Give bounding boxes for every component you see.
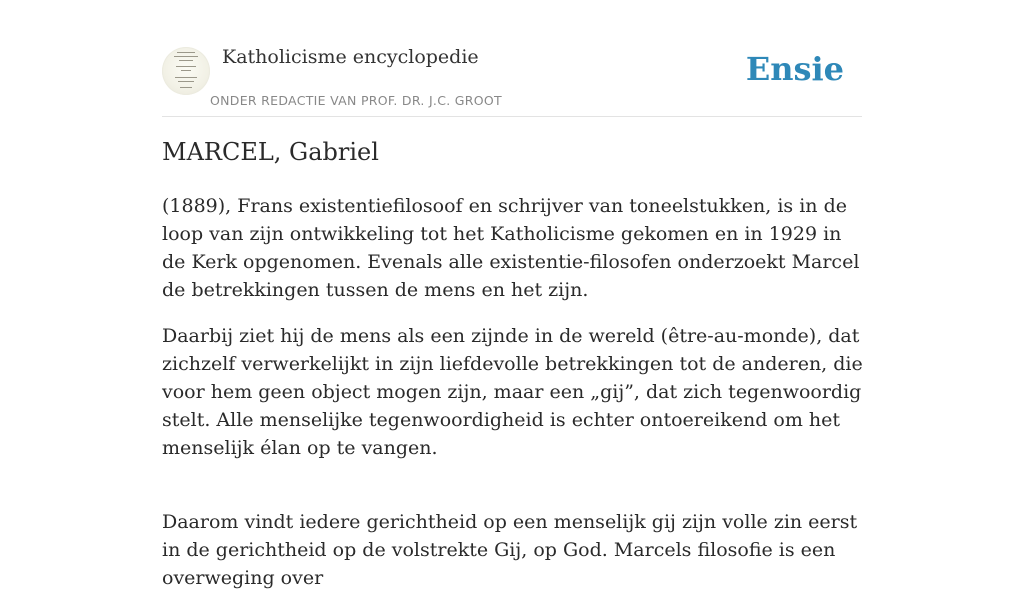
article-paragraph: Daarom vindt iedere gerichtheid op een menselijk gij zijn volle zin eerst in de gerichtheid op de volstrekte Gij, op God. Marcels filosofie is een overweging over [162,511,858,589]
header [162,44,862,117]
article-paragraph: (1889), Frans existentiefilosoof en schrijver van toneelstukken, is in de loop van zijn ontwikkeling tot het Katholicisme gekomen en in 1929 in de Kerk opgenomen. Evenals alle existentie-filosofen onderzoekt Marcel de betrekkingen tussen de mens en het zijn. [162,195,860,301]
source-subtitle: ONDER REDACTIE VAN PROF. DR. J.C. GROOT [210,93,502,108]
brand-logo[interactable]: Ensie [745,50,844,88]
article-title: MARCEL, Gabriel [162,138,379,166]
article-paragraph: Daarbij ziet hij de mens als een zijnde in de wereld (être-au-monde), dat zichzelf verwerkelijkt in zijn liefdevolle betrekkingen tot de anderen, die voor hem geen object mogen zijn, maar een „gij”, dat zich tegenwoordig stelt. Alle menselijke tegenwoordigheid is echter ontoereikend om het menselijk élan op te vangen. [162,325,863,459]
article-body [162,192,864,610]
book-cover-icon[interactable] [162,47,210,95]
source-title[interactable]: Katholicisme encyclopedie [222,46,479,68]
